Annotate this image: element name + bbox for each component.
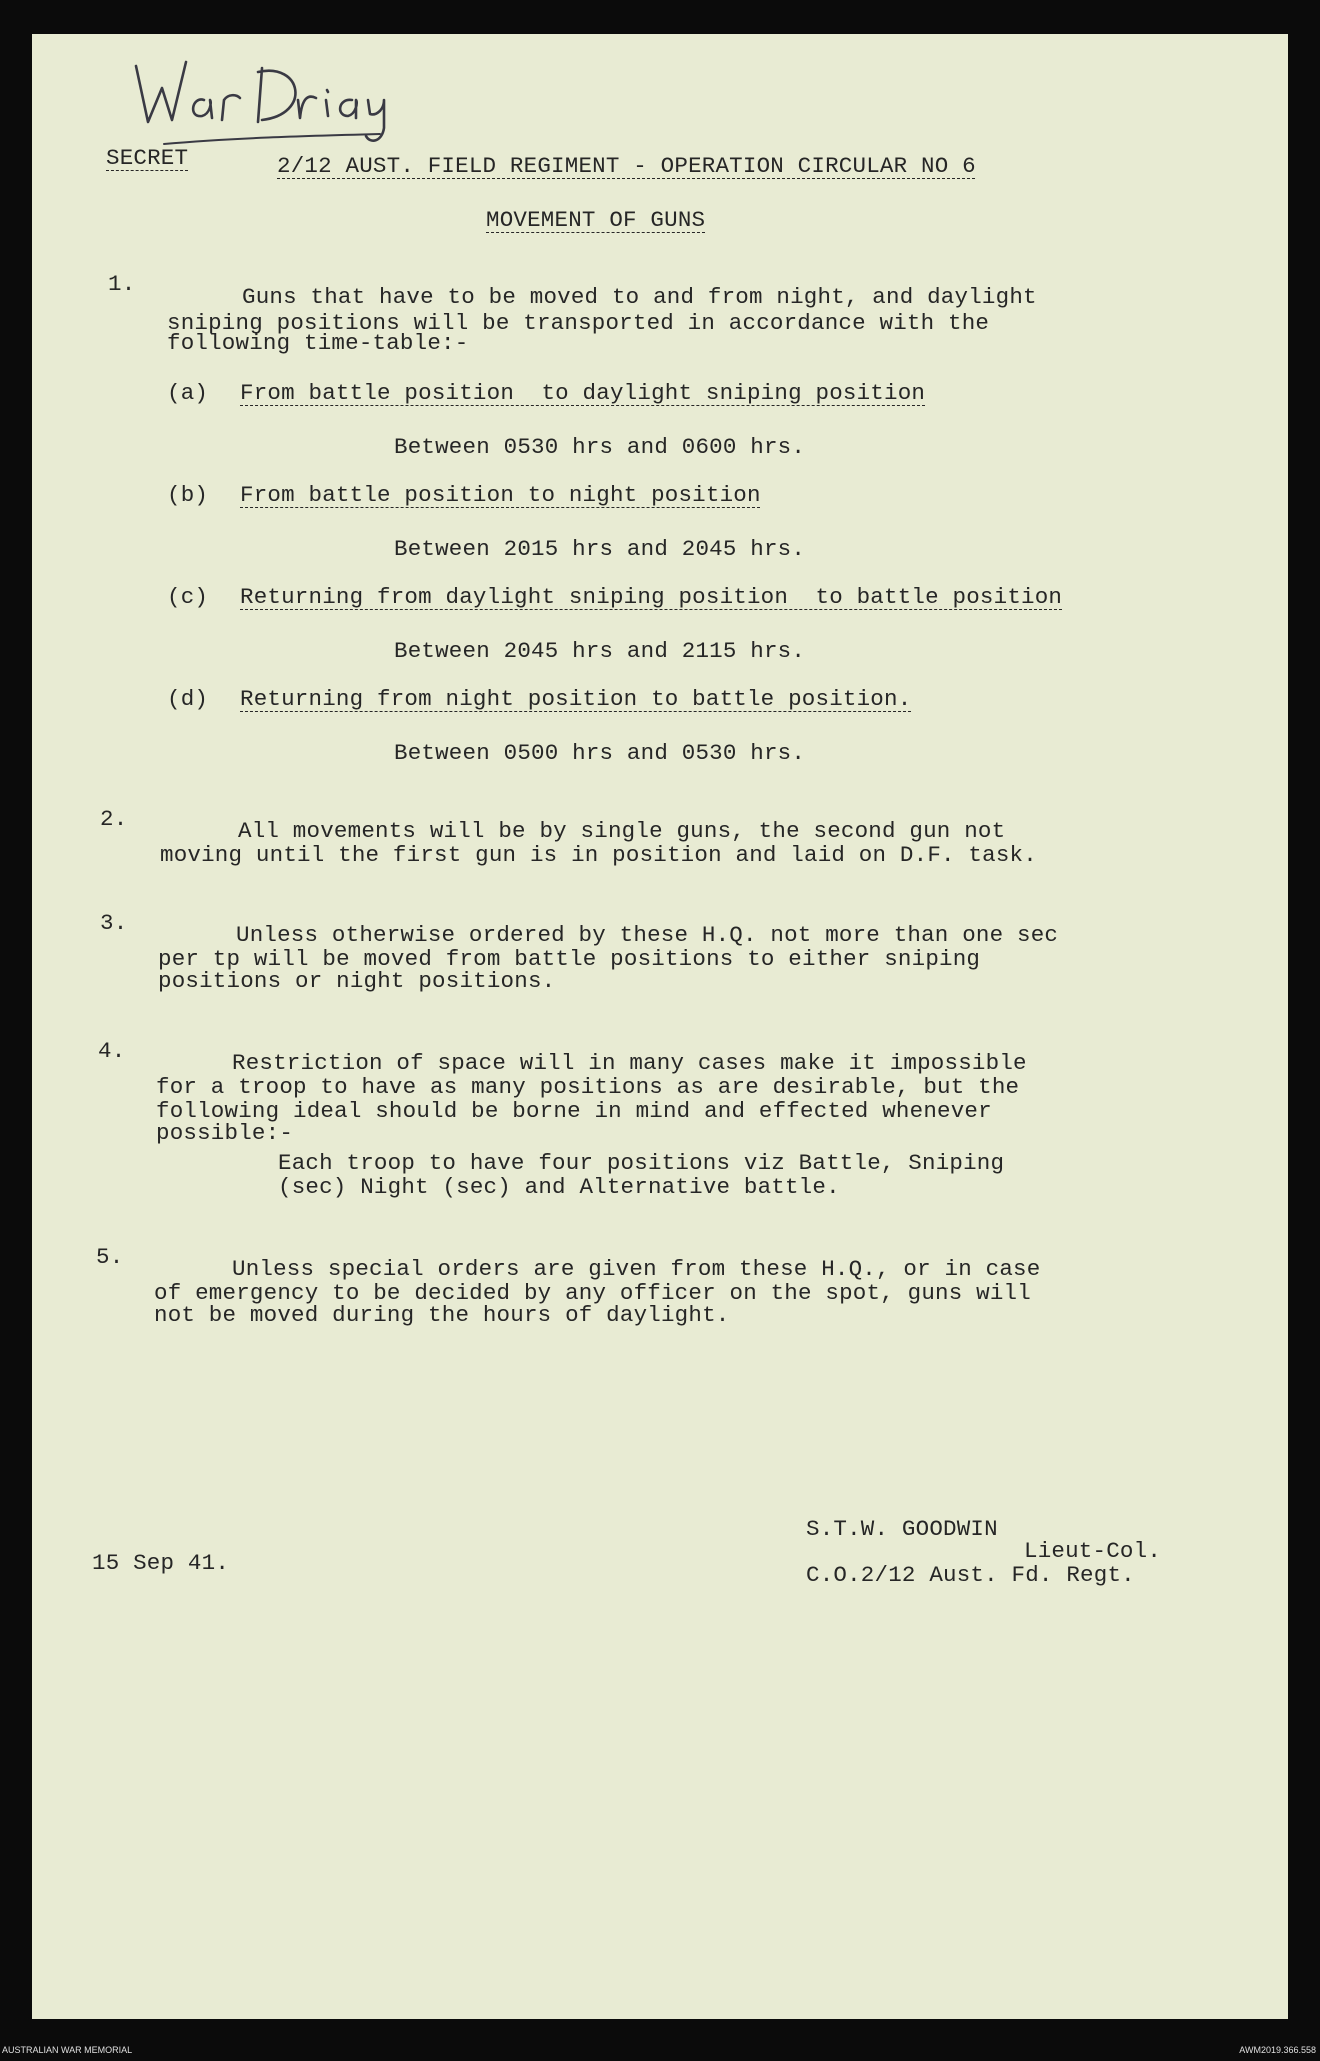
para-number: 1. bbox=[108, 271, 136, 297]
para-line: sniping positions will be transported in accordance with the bbox=[167, 310, 990, 336]
para-number: 4. bbox=[98, 1038, 126, 1064]
secret-label: SECRET bbox=[106, 145, 189, 171]
item-label: From battle position to daylight sniping position bbox=[240, 380, 926, 406]
para-line: (sec) Night (sec) and Alternative battle. bbox=[278, 1174, 840, 1200]
para-line: Guns that have to be moved to and from night, and daylight bbox=[242, 284, 1037, 310]
signature-name: S.T.W. GOODWIN bbox=[806, 1516, 998, 1542]
signature-rank: Lieut-Col. bbox=[1024, 1538, 1162, 1564]
para-line: Restriction of space will in many cases make it impossible bbox=[232, 1050, 1027, 1076]
para-number: 5. bbox=[96, 1244, 124, 1270]
item-time: Between 2045 hrs and 2115 hrs. bbox=[394, 638, 806, 664]
footer-left: AUSTRALIAN WAR MEMORIAL bbox=[2, 2045, 133, 2055]
item-letter: (d) bbox=[167, 686, 209, 712]
document-subtitle: MOVEMENT OF GUNS bbox=[486, 207, 706, 233]
item-letter: (b) bbox=[167, 482, 209, 508]
document-page bbox=[32, 34, 1288, 2019]
item-letter: (a) bbox=[167, 380, 209, 406]
para-line: of emergency to be decided by any officer on the spot, guns will bbox=[154, 1280, 1031, 1306]
para-line: Unless special orders are given from these H.Q., or in case bbox=[232, 1256, 1041, 1282]
para-line: Each troop to have four positions viz Battle, Sniping bbox=[278, 1150, 1005, 1176]
item-letter: (c) bbox=[167, 584, 209, 610]
para-line: All movements will be by single guns, the second gun not bbox=[238, 818, 1006, 844]
para-line: per tp will be moved from battle positions to either sniping bbox=[158, 946, 981, 972]
para-line: for a troop to have as many positions as are desirable, but the bbox=[156, 1074, 1020, 1100]
footer-right: AWM2019.366.558 bbox=[1239, 2045, 1316, 2055]
para-line: not be moved during the hours of daylight. bbox=[154, 1302, 730, 1328]
item-time: Between 0500 hrs and 0530 hrs. bbox=[394, 740, 806, 766]
para-line: following time-table:- bbox=[167, 330, 469, 356]
para-line: possible:- bbox=[156, 1120, 294, 1146]
para-line: Unless otherwise ordered by these H.Q. not more than one sec bbox=[236, 922, 1059, 948]
para-line: following ideal should be borne in mind and effected whenever bbox=[156, 1098, 992, 1124]
para-line: moving until the first gun is in position and laid on D.F. task. bbox=[160, 842, 1037, 868]
para-number: 3. bbox=[100, 910, 128, 936]
item-time: Between 2015 hrs and 2045 hrs. bbox=[394, 536, 806, 562]
para-number: 2. bbox=[100, 806, 128, 832]
handwritten-war-diary bbox=[112, 44, 412, 154]
para-line: positions or night positions. bbox=[158, 968, 556, 994]
item-label: Returning from daylight sniping position to battle position bbox=[240, 584, 1063, 610]
signature-unit: C.O.2/12 Aust. Fd. Regt. bbox=[806, 1562, 1135, 1588]
item-label: From battle position to night position bbox=[240, 482, 761, 508]
document-date: 15 Sep 41. bbox=[92, 1550, 230, 1576]
item-label: Returning from night position to battle position. bbox=[240, 686, 912, 712]
document-title: 2/12 AUST. FIELD REGIMENT - OPERATION CIRCULAR NO 6 bbox=[277, 153, 976, 179]
item-time: Between 0530 hrs and 0600 hrs. bbox=[394, 434, 806, 460]
